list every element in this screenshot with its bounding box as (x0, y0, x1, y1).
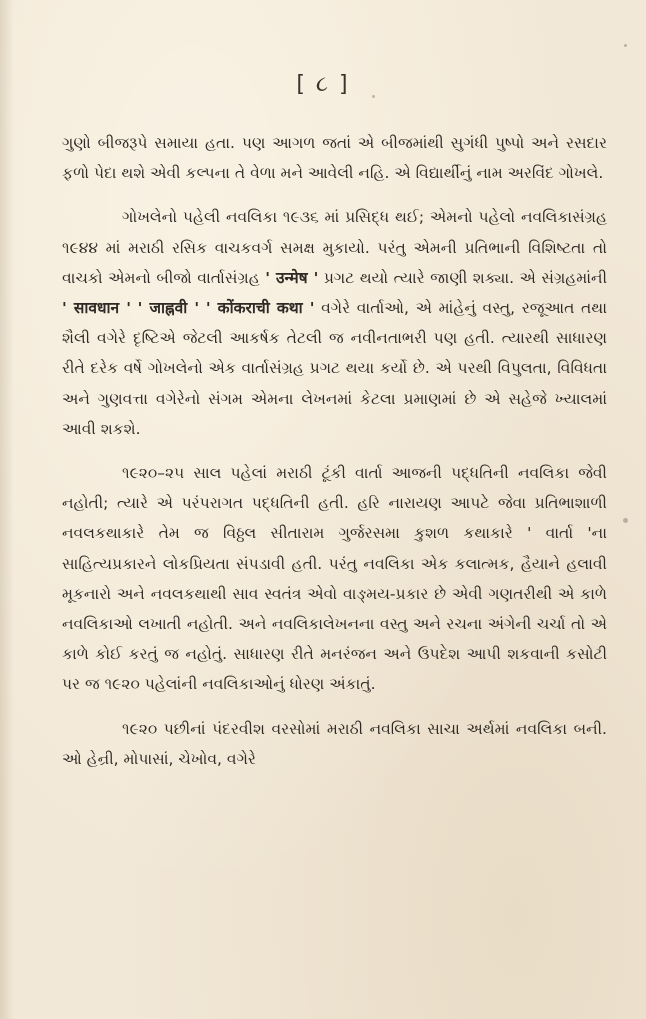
paragraph-3: ૧૯૨૦–૨૫ સાલ પહેલાં મરાઠી ટૂંકી વાર્તા આજની પદ્ધતિની નવલિકા જેવી નહોતી; ત્યારે એ પરંપરાગત પદ્ધતિની હતી. હરિ નારાયણ આપટે જેવા પ્રતિભાશાળી નવલકથાકારે તેમ જ વિઠ્ઠલ સીતારામ ગુર્જરસમા કુશળ કથાકારે ' વાર્તા 'ના સાહિત્યપ્રકારને લોકપ્રિયતા સંપડાવી હતી. પરંતુ નવલિકા એક કલાત્મક, હૈયાને હલાવી મૂકનારો અને નવલકથાથી સાવ સ્વતંત્ર એવો વાઙ્મય-પ્રકાર છે એવી ગણતરીથી એ કાળે નવલિકાઓ લખાતી નહોતી. અને નવલિકાલેખનના વસ્તુ અને રચના અંગેની ચર્ચા તો એ કાળે કોઈ કરતું જ નહોતું. સાધારણ રીતે મનરંજન અને ઉપદેશ આપી શકવાની કસોટી પર જ ૧૯૨૦ પહેલાંની નવલિકાઓનું ધોરણ અંકાતું. (62, 464, 607, 694)
body-text (62, 128, 607, 788)
paragraph-2-end: વગેરે વાર્તાઓ, એ માંહેનું વસ્તુ, રજૂઆત તથા શૈલી વગેરે દૃષ્ટિએ જેટલી આકર્ષક તેટલી જ નવીનતાભરી પણ હતી. ત્યારથી સાધારણ રીતે દરેક વર્ષે ગોખલેનો એક વાર્તાસંગ્રહ પ્રગટ થયા કર્યો છે. એ પરથી વિપુલતા, વિવિધતા અને ગુણવત્તા વગેરેનો સંગમ એમના લેખનમાં કેટલા પ્રમાણમાં છે એ સહેજે ખ્યાલમાં આવી શકશે. (62, 299, 607, 438)
story-title-konkrachi-katha: ' कोंकराची कथा ' (205, 299, 315, 318)
paper-speck (372, 95, 375, 98)
story-title-savdhan: ' सावधान ' (62, 299, 131, 318)
paragraph-2-mid: પ્રગટ થયો ત્યારે જાણી શક્યા. એ સંગ્રહમાંની (318, 268, 608, 287)
paragraph-1: ગુણો બીજરૂપે સમાયા હતા. પણ આગળ જતાં એ બીજમાંથી સુગંધી પુષ્પો અને રસદાર ફળો પેદા થશે એવી કલ્પના તે વેળા મને આવેલી નહિ. એ વિદ્યાર્થીનું નામ અરવિંદ ગોખલે. (62, 134, 607, 183)
paragraph-4: ૧૯૨૦ પછીનાં પંદરવીશ વરસોમાં મરાઠી નવલિકા સાચા અર્થમાં નવલિકા બની. ઓ હેન્રી, મોપાસાં, ચેખોવ, વગેરે (62, 719, 607, 768)
page-fold-shadow (0, 0, 14, 1019)
story-title-jahnavi: ' जाह्नवी ' (137, 299, 200, 318)
paragraph-2 (62, 202, 607, 444)
paper-speck (624, 44, 627, 47)
story-title-unmesh: ' उन्मेष ' (265, 268, 319, 287)
paper-speck (623, 518, 628, 523)
paragraph-2-start: ગોખલેનો પહેલી નવલિકા ૧૯૩૬ માં પ્રસિદ્ધ થઈ; એમનો પહેલો નવલિકાસંગ્રહ ૧૯૪૪ માં મરાઠી રસિક વાચકવર્ગ સમક્ષ મુકાયો. પરંતુ એમની પ્રતિભાની વિશિષ્ટતા તો વાચકો એમનો બીજો વાર્તાસંગ્રહ (62, 208, 607, 287)
page-number: [ ૮ ] (296, 72, 350, 97)
